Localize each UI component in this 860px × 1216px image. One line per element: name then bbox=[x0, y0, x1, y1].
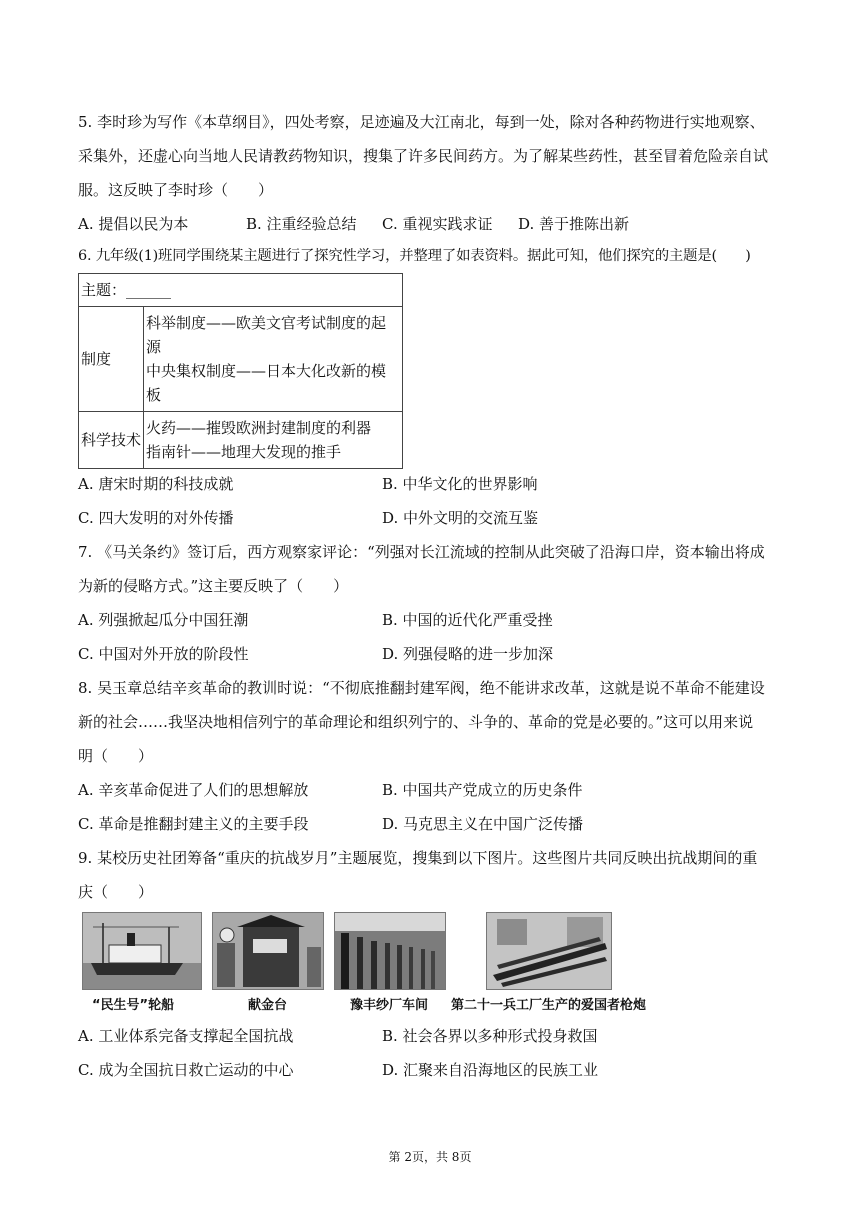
q7-stem-line-1: 7. 《马关条约》签订后，西方观察家评论：“列强对长江流域的控制从此突破了沿海口岸，资本输出将成 bbox=[78, 543, 765, 561]
q8-option-b: B. 中国共产党成立的历史条件 bbox=[382, 781, 583, 799]
q9-option-d: D. 汇聚来自沿海地区的民族工业 bbox=[382, 1061, 599, 1079]
q6-table-item: 科举制度——欧美文官考试制度的起源 bbox=[146, 314, 387, 356]
q6-table-item: 火药——摧毁欧洲封建制度的利器 bbox=[146, 419, 372, 437]
q5-stem-line-1: 5. 李时珍为写作《本草纲目》，四处考察，足迹遍及大江南北，每到一处，除对各种药物进行实地观察、 bbox=[78, 113, 765, 131]
q6-option-a: A. 唐宋时期的科技成就 bbox=[78, 475, 234, 493]
q8-stem-line-1: 8. 吴玉章总结辛亥革命的教训时说：“不彻底推翻封建军阀，绝不能讲求改革，这就是说不革命不能建设 bbox=[78, 679, 765, 697]
q5-stem-line-2: 采集外，还虚心向当地人民请教药物知识，搜集了许多民间药方。为了解某些药性，甚至冒着危险亲自试 bbox=[78, 147, 769, 165]
q8-stem-line-2: 新的社会……我坚决地相信列宁的革命理论和组织列宁的、斗争的、革命的党是必要的。”这可以用来说 bbox=[78, 713, 754, 731]
q6-table-category-system: 制度 bbox=[79, 307, 144, 412]
q6-table-items-tech bbox=[144, 412, 403, 469]
q7-stem-line-2: 为新的侵略方式。”这主要反映了（ ） bbox=[78, 577, 349, 595]
q8-stem-line-3: 明（ ） bbox=[78, 747, 154, 765]
q7-option-b: B. 中国的近代化严重受挫 bbox=[382, 611, 553, 629]
textile-mill-photo bbox=[334, 912, 446, 990]
q6-option-b: B. 中华文化的世界影响 bbox=[382, 475, 538, 493]
q9-option-a: A. 工业体系完备支撑起全国抗战 bbox=[78, 1027, 294, 1045]
q8-option-a: A. 辛亥革命促进了人们的思想解放 bbox=[78, 781, 309, 799]
photo-caption-textile-mill: 豫丰纱厂车间 bbox=[350, 998, 429, 1013]
q6-table-item: 中央集权制度——日本大化改新的模板 bbox=[146, 362, 387, 404]
q5-stem-line-3: 服。这反映了李时珍（ ） bbox=[78, 181, 274, 199]
q5-option-c: C. 重视实践求证 bbox=[382, 215, 493, 233]
q5-option-b: B. 注重经验总结 bbox=[246, 215, 357, 233]
q9-stem-line-2: 庆（ ） bbox=[78, 883, 154, 901]
q9-photo-strip bbox=[78, 912, 648, 1016]
q7-option-d: D. 列强侵略的进一步加深 bbox=[382, 645, 554, 663]
page-number-footer: 第 2页，共 8页 bbox=[388, 1150, 472, 1164]
photo-caption-donation-platform: 献金台 bbox=[248, 998, 288, 1013]
q5-option-d: D. 善于推陈出新 bbox=[518, 215, 630, 233]
q6-table-header: 主题：______ bbox=[79, 274, 403, 307]
q9-option-c: C. 成为全国抗日救亡运动的中心 bbox=[78, 1061, 294, 1079]
q6-table-item: 指南针——地理大发现的推手 bbox=[146, 443, 342, 461]
q6-table-items-system bbox=[144, 307, 403, 412]
q7-option-a: A. 列强掀起瓜分中国狂潮 bbox=[78, 611, 249, 629]
q6-option-c: C. 四大发明的对外传播 bbox=[78, 509, 234, 527]
q7-option-c: C. 中国对外开放的阶段性 bbox=[78, 645, 249, 663]
q8-option-d: D. 马克思主义在中国广泛传播 bbox=[382, 815, 584, 833]
q6-stem: 6. 九年级(1)班同学围绕某主题进行了探究性学习，并整理了如表资料。据此可知，他们探究的主题是( ) bbox=[78, 248, 751, 264]
q9-option-b: B. 社会各界以多种形式投身救国 bbox=[382, 1027, 598, 1045]
q6-option-d: D. 中外文明的交流互鉴 bbox=[382, 509, 539, 527]
q6-theme-table bbox=[78, 273, 403, 469]
photo-caption-steamship: “民生号”轮船 bbox=[92, 998, 175, 1013]
arsenal-guns-photo bbox=[486, 912, 612, 990]
q9-stem-line-1: 9. 某校历史社团筹备“重庆的抗战岁月”主题展览，搜集到以下图片。这些图片共同反映出抗战期间的重 bbox=[78, 849, 758, 867]
q6-table-category-tech: 科学技术 bbox=[79, 412, 144, 469]
donation-platform-photo bbox=[212, 912, 324, 990]
q8-option-c: C. 革命是推翻封建主义的主要手段 bbox=[78, 815, 309, 833]
q5-option-a: A. 提倡以民为本 bbox=[78, 215, 189, 233]
photo-caption-arsenal-guns: 第二十一兵工厂生产的爱国者枪炮 bbox=[451, 998, 647, 1013]
steamship-photo bbox=[82, 912, 202, 990]
